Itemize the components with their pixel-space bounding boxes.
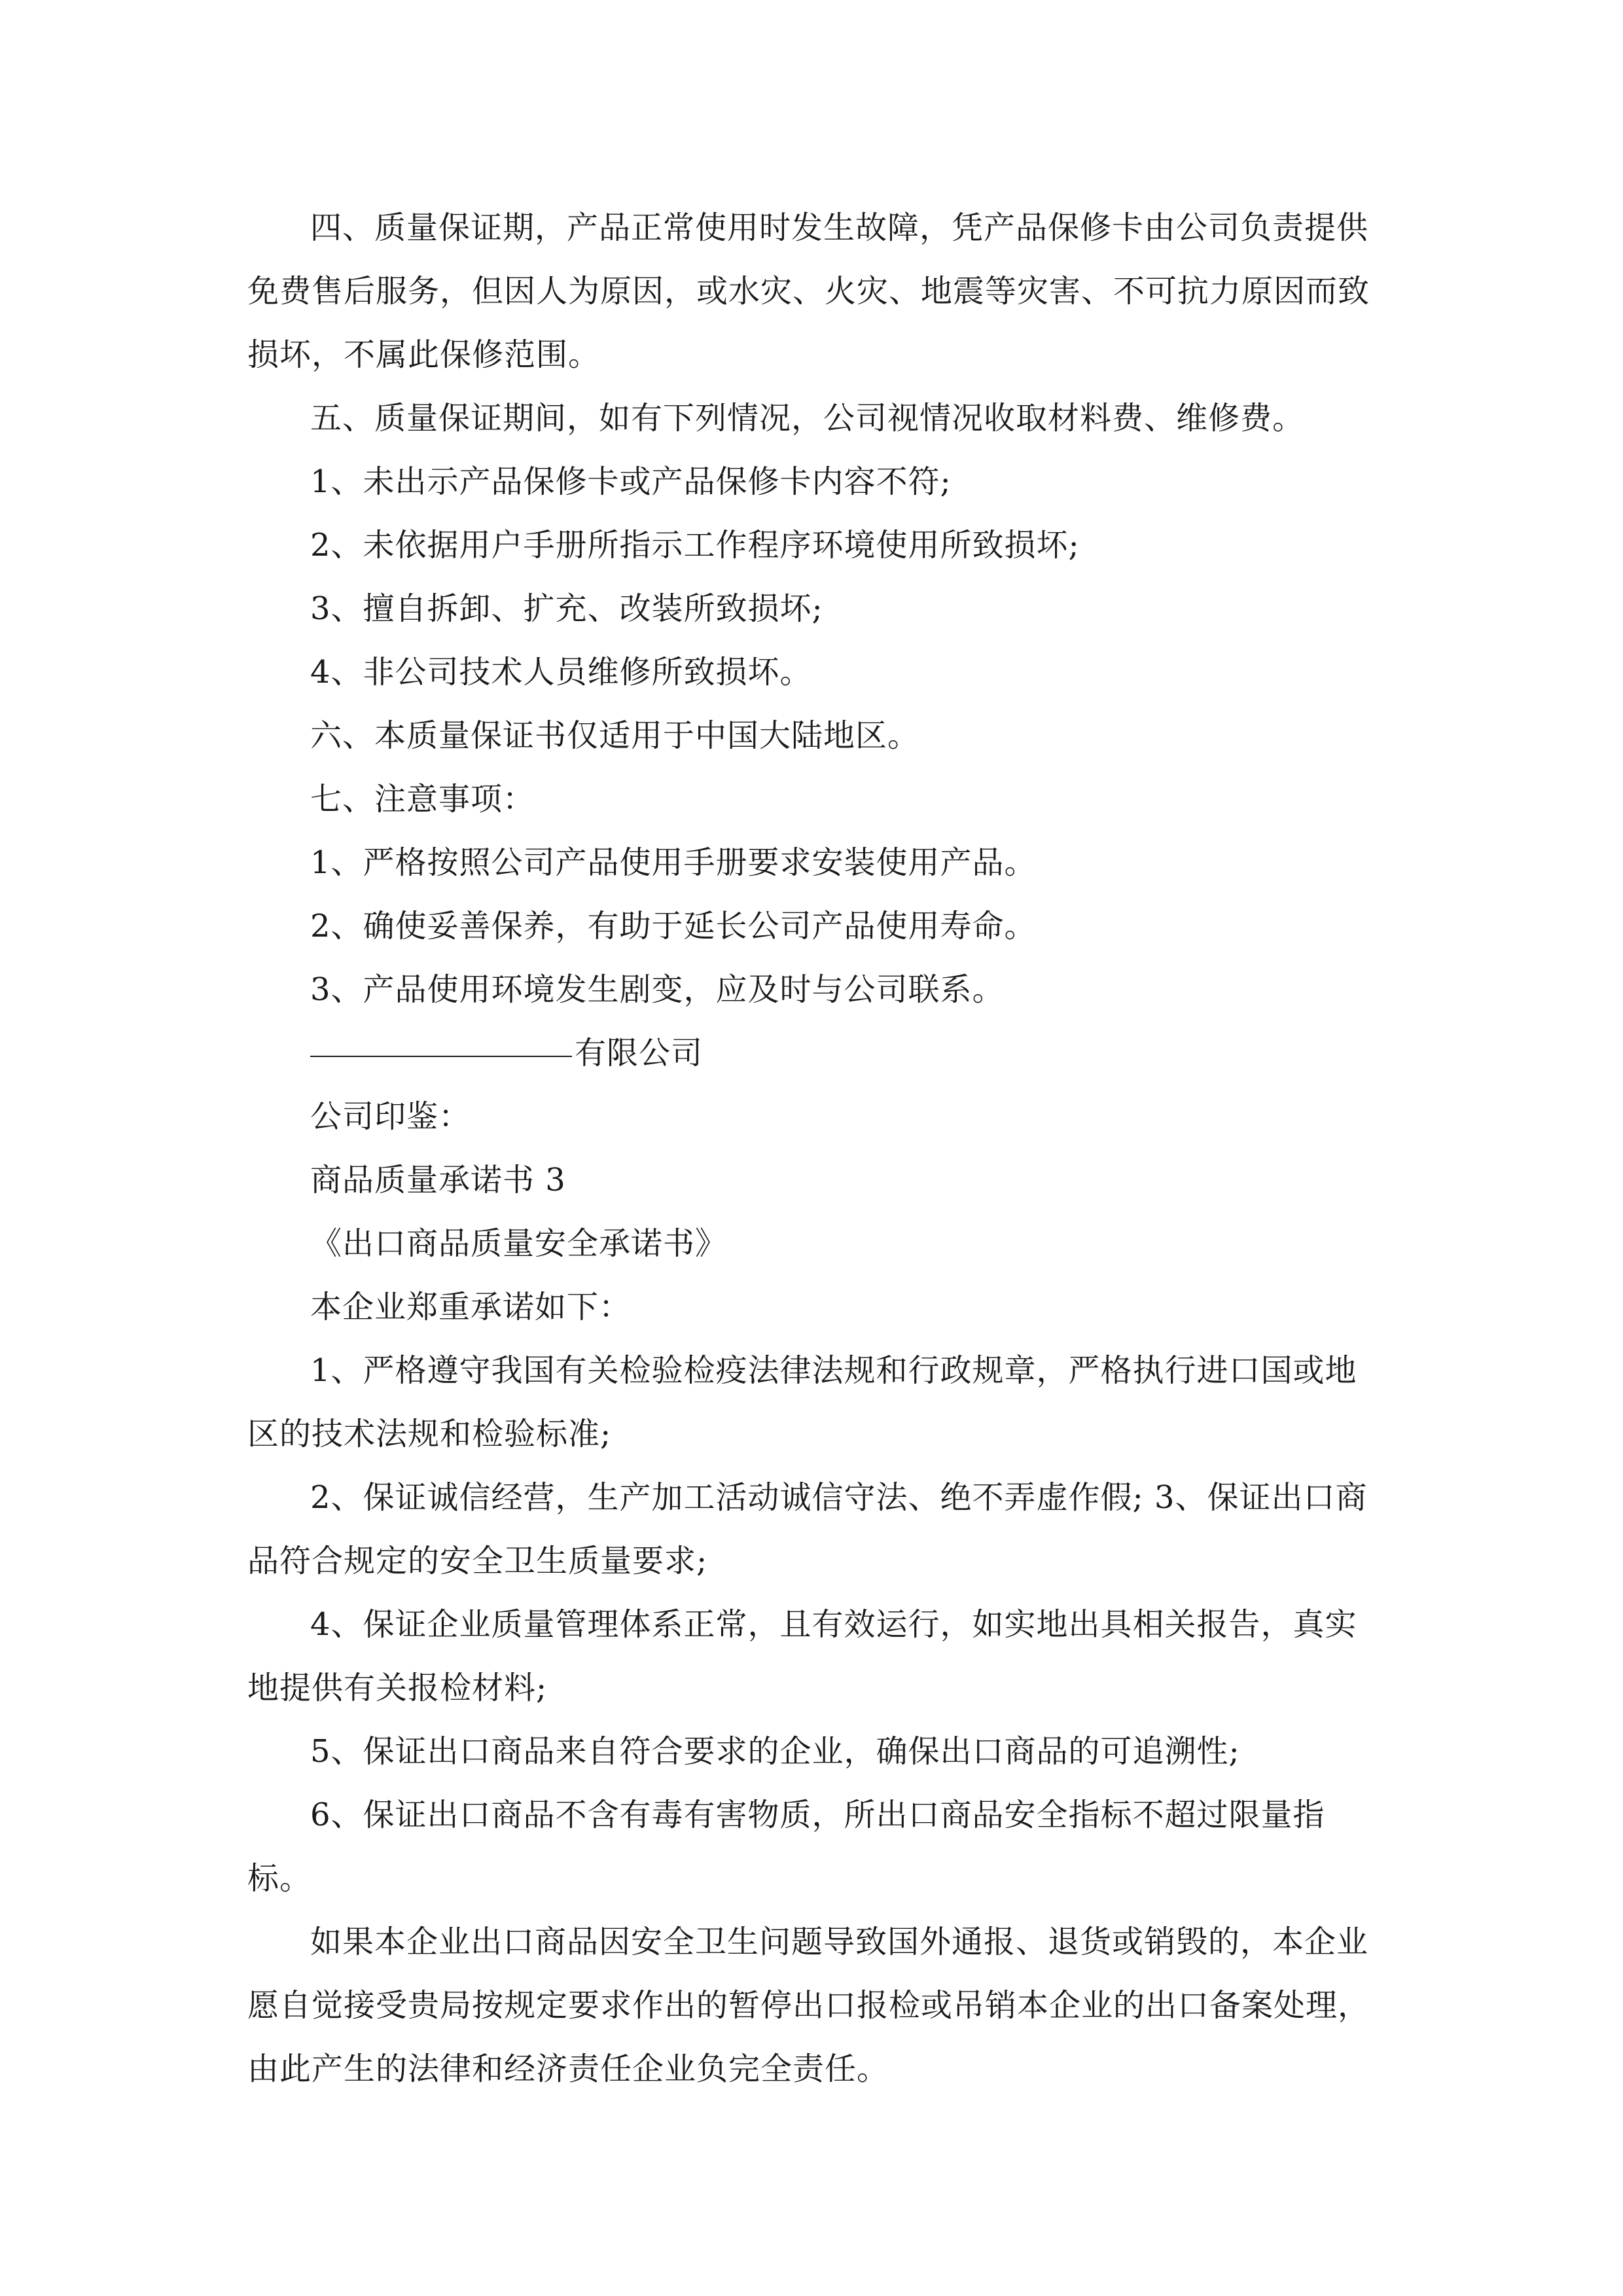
company-suffix: 有限公司 [575,1035,704,1071]
commitment-item-4: 4、保证企业质量管理体系正常，且有效运行，如实地出具相关报告，真实地提供有关报检材料; [247,1606,1357,1706]
commitment-item-2: 2、保证诚信经营，生产加工活动诚信守法、绝不弄虚作假; 3、保证出口商品符合规定的安全卫生质量要求; [247,1479,1368,1579]
commitment-item-5: 5、保证出口商品来自符合要求的企业，确保出口商品的可追溯性; [310,1733,1240,1770]
commitment-intro: 本企业郑重承诺如下： [310,1289,632,1325]
list-item-note-3: 3、产品使用环境发生剧变，应及时与公司联系。 [310,971,1005,1008]
seal-label: 公司印鉴： [310,1098,471,1135]
list-item-condition-3: 3、擅自拆卸、扩充、改装所致损坏; [310,590,823,627]
paragraph-notes-heading: 七、注意事项： [310,781,535,817]
company-name-line [247,1022,1381,1085]
paragraph-region-scope: 六、本质量保证书仅适用于中国大陆地区。 [310,717,920,754]
company-name-blank [310,1024,572,1057]
closing-paragraph: 如果本企业出口商品因安全卫生问题导致国外通报、退货或销毁的，本企业愿自觉接受贵局按规定要求作出的暂停出口报检或吊销本企业的出口备案处理，由此产生的法律和经济责任企业负完全责任。 [247,1924,1370,2087]
commitment-item-6: 6、保证出口商品不含有毒有害物质，所出口商品安全指标不超过限量指标。 [247,1797,1325,1897]
list-item-note-1: 1、严格按照公司产品使用手册要求安装使用产品。 [310,844,1037,881]
list-item-condition-1: 1、未出示产品保修卡或产品保修卡内容不符; [310,463,952,500]
list-item-note-2: 2、确使妥善保养，有助于延长公司产品使用寿命。 [310,908,1037,944]
commitment-item-1: 1、严格遵守我国有关检验检疫法律法规和行政规章，严格执行进口国或地区的技术法规和检验标准; [247,1352,1357,1452]
list-item-condition-2: 2、未依据用户手册所指示工作程序环境使用所致损坏; [310,527,1080,564]
paragraph-charge-conditions: 五、质量保证期间，如有下列情况，公司视情况收取材料费、维修费。 [310,400,1305,437]
paragraph-warranty-period: 四、质量保证期，产品正常使用时发生故障，凭产品保修卡由公司负责提供免费售后服务，但因人为原因，或水灾、火灾、地震等灾害、不可抗力原因而致损坏，不属此保修范围。 [247,209,1370,373]
document-body [247,196,1381,2101]
document-title: 《出口商品质量安全承诺书》 [310,1225,728,1262]
section-heading: 商品质量承诺书 3 [310,1162,566,1198]
list-item-condition-4: 4、非公司技术人员维修所致损坏。 [310,654,812,691]
